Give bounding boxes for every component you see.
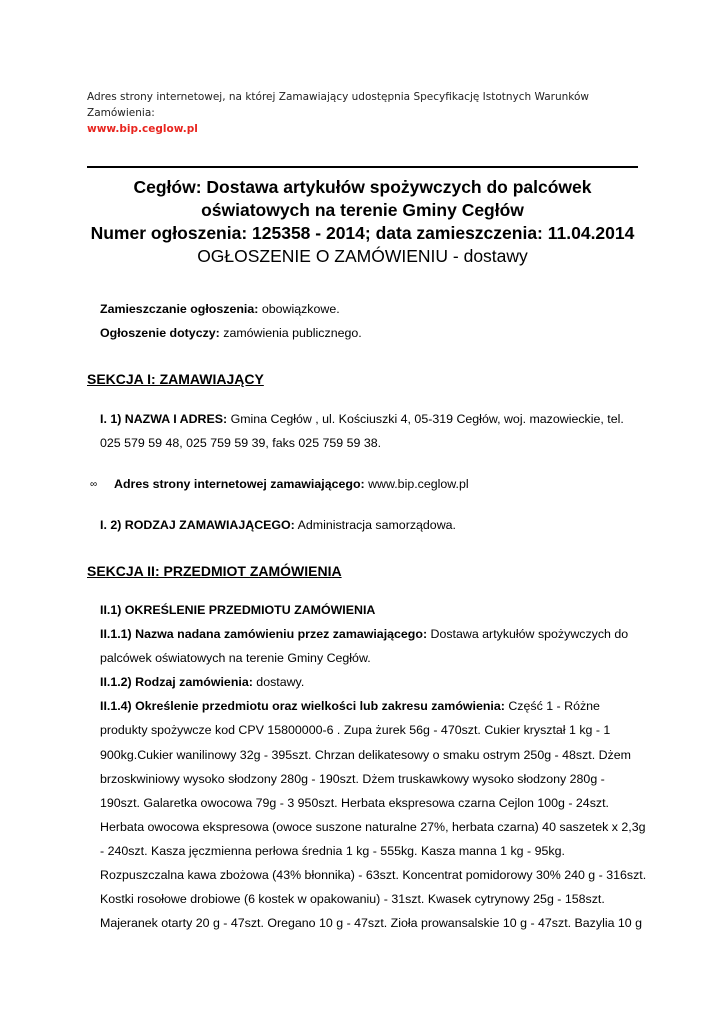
order-name-value: Dostawa artykułów spożywczych do <box>427 627 629 642</box>
title-line-3: Numer ogłoszenia: 125358 - 2014; data zamieszczenia: 11.04.2014 <box>90 223 635 243</box>
section-2-body <box>100 598 647 935</box>
description-line: brzoskwiniowy wysoko słodzony 280g - 190szt. Dżem truskawkowy wysoko słodzony 280g - <box>100 771 605 786</box>
concerns-value: zamówienia publicznego. <box>219 326 362 340</box>
description-line: produkty spożywcze kod CPV 15800000-6 . Zupa żurek 56g - 470szt. Cukier kryształ 1 kg - 1 <box>100 723 611 738</box>
concerns-label: Ogłoszenie dotyczy: <box>100 326 220 340</box>
bullet-icon: ∞ <box>90 479 98 490</box>
description-line: Kostki rosołowe drobiowe (6 kostek w opakowaniu) - 31szt. Kwasek cytrynowy 25g - 158szt. <box>100 892 605 907</box>
header-line-1: Adres strony internetowej, na której Zamawiający udostępnia Specyfikację Istotnych Warunków <box>87 91 590 103</box>
header-line-2: Zamówienia: <box>87 107 155 119</box>
title-line-2: oświatowych na terenie Gminy Cegłów <box>201 200 524 220</box>
order-name-label: II.1.1) Nazwa nadana zamówieniu przez zamawiającego: <box>100 627 428 642</box>
document-title <box>87 176 638 268</box>
website-row <box>114 472 654 496</box>
description-line: Majeranek otarty 20 g - 47szt. Oregano 10 g - 47szt. Zioła prowansalskie 10 g - 47szt. Bazylia 10 g <box>100 916 643 931</box>
order-kind-label: II.1.2) Rodzaj zamówienia: <box>100 675 253 690</box>
title-line-4: OGŁOSZENIE O ZAMÓWIENIU - dostawy <box>197 246 528 266</box>
concerns-row <box>100 321 640 345</box>
header-note <box>87 89 607 137</box>
description-label: II.1.4) Określenie przedmiotu oraz wielkości lub zakresu zamówienia: <box>100 699 505 714</box>
description-line: - 240szt. Kasza jęczmienna perłowa średnia 1 kg - 555kg. Kasza manna 1 kg - 95kg. <box>100 843 565 858</box>
website-label: Adres strony internetowej zamawiającego: <box>114 477 365 491</box>
posting-row <box>100 297 640 321</box>
website-value: www.bip.ceglow.pl <box>364 477 469 491</box>
name-address-row <box>100 407 640 455</box>
description-line: Herbata owocowa ekspresowa (owoce suszone naturalne 27%, herbata czarna) 40 saszetek x 2,3g <box>100 819 646 834</box>
ordering-type-row <box>100 513 640 537</box>
name-address-value: Gmina Cegłów , ul. Kościuszki 4, 05-319 Cegłów, woj. mazowieckie, tel. <box>227 412 624 426</box>
description-line: Rozpuszczalna kawa zbożowa (43% błonnika) - 63szt. Koncentrat pomidorowy 30% 240 g - 316szt. <box>100 868 647 883</box>
name-address-value-2: 025 579 59 48, 025 759 59 39, faks 025 759 59 38. <box>100 436 382 450</box>
header-url-link[interactable]: www.bip.ceglow.pl <box>87 123 198 135</box>
description-line: 900kg.Cukier wanilinowy 32g - 395szt. Chrzan delikatesowy o smaku ostrym 250g - 48szt. Dżem <box>100 747 631 762</box>
posting-label: Zamieszczanie ogłoszenia: <box>100 302 259 316</box>
posting-value: obowiązkowe. <box>258 302 340 316</box>
description-line: 190szt. Galaretka owocowa 79g - 3 950szt. Herbata ekspresowa czarna Cejlon 100g - 24szt. <box>100 795 609 810</box>
horizontal-rule <box>87 166 638 168</box>
description-first: Część 1 - Różne <box>504 699 600 714</box>
title-line-1: Cegłów: Dostawa artykułów spożywczych do palcówek <box>133 177 592 197</box>
order-name-value-2: palcówek oświatowych na terenie Gminy Cegłów. <box>100 651 371 666</box>
section-2-heading: SEKCJA II: PRZEDMIOT ZAMÓWIENIA <box>87 563 342 579</box>
section-1-heading: SEKCJA I: ZAMAWIAJĄCY <box>87 371 264 387</box>
ordering-type-label: I. 2) RODZAJ ZAMAWIAJĄCEGO: <box>100 518 295 532</box>
order-kind-value: dostawy. <box>252 675 305 690</box>
name-address-label: I. 1) NAZWA I ADRES: <box>100 412 228 426</box>
ordering-type-value: Administracja samorządowa. <box>294 518 456 532</box>
subject-heading: II.1) OKREŚLENIE PRZEDMIOTU ZAMÓWIENIA <box>100 603 376 617</box>
